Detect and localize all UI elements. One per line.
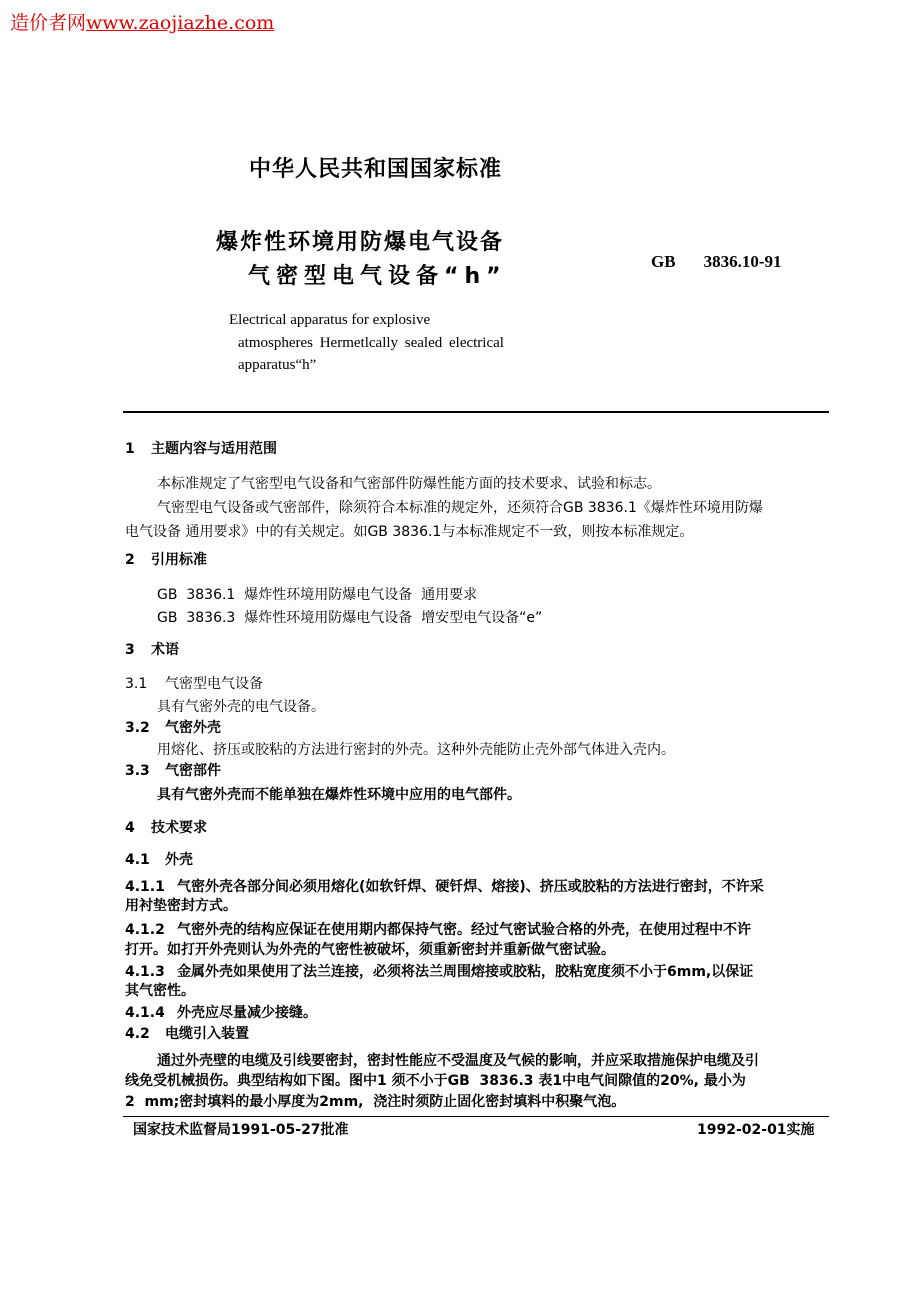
clause-text-continued: 其气密性。 <box>125 983 195 999</box>
clause-text: 气密外壳各部分间必须用熔化(如软钎焊、硬钎焊、熔接)、挤压或胶粘的方法进行密封，不许采 <box>177 879 764 895</box>
section-title: 术语 <box>151 642 179 658</box>
english-title-line-2: atmospheres Hermetlcally sealed electrical <box>238 335 504 351</box>
clause-number: 4.1.4 <box>125 1005 165 1021</box>
footer-divider <box>123 1116 829 1117</box>
title-line-1: 爆炸性环境用防爆电气设备 <box>216 230 505 255</box>
clause-number: 4.1.2 <box>125 922 165 938</box>
clause-4-1-2 <box>125 919 751 939</box>
term-heading <box>125 717 221 737</box>
subsection-number: 4.2 <box>125 1026 150 1042</box>
reference-item: GB 3836.1 爆炸性环境用防爆电气设备 通用要求 <box>157 587 478 603</box>
subsection-heading <box>125 849 193 869</box>
term-title: 气密型电气设备 <box>165 676 263 692</box>
subsection-title: 外壳 <box>165 852 193 868</box>
paragraph-continued: 线免受机械损伤。典型结构如下图。图中1 须不小于GB 3836.3 表1中电气间隙值的20%, 最小为 <box>125 1073 746 1089</box>
clause-text: 金属外壳如果使用了法兰连接，必须将法兰周围熔接或胶粘，胶粘宽度须不小于6mm,以保证 <box>177 964 754 980</box>
clause-4-1-4 <box>125 1002 317 1022</box>
paragraph-continued: 电气设备 通用要求》中的有关规定。如GB 3836.1与本标准规定不一致，则按本标准规定。 <box>125 524 694 540</box>
term-number: 3.2 <box>125 720 150 736</box>
term-definition: 具有气密外壳的电气设备。 <box>157 699 325 715</box>
english-title-line-3: apparatus“h” <box>238 357 317 373</box>
paragraph: 通过外壳壁的电缆及引线要密封，密封性能应不受温度及气候的影响，并应采取措施保护电缆及引 <box>157 1053 759 1069</box>
paragraph: 气密型电气设备或气密部件，除须符合本标准的规定外，还须符合GB 3836.1《爆炸性环境用防爆 <box>157 500 763 516</box>
section-title: 引用标准 <box>151 552 207 568</box>
term-number: 3.1 <box>125 676 148 692</box>
clause-text-continued: 打开。如打开外壳则认为外壳的气密性被破坏，须重新密封并重新做气密试验。 <box>125 942 615 958</box>
section-number: 4 <box>125 820 135 836</box>
paragraph: 本标准规定了气密型电气设备和气密部件防爆性能方面的技术要求、试验和标志。 <box>157 476 661 492</box>
watermark-site-name: 造价者网 <box>10 12 87 34</box>
section-1-heading <box>125 438 277 458</box>
subsection-number: 4.1 <box>125 852 150 868</box>
watermark-url-link[interactable]: www.zaojiazhe.com <box>86 12 275 34</box>
approval-date: 国家技术监督局1991-05-27批准 <box>133 1122 349 1138</box>
reference-item: GB 3836.3 爆炸性环境用防爆电气设备 增安型电气设备“e” <box>157 610 543 626</box>
standard-number <box>651 252 781 272</box>
title-line-2: 气密型电气设备“h” <box>248 264 507 289</box>
clause-4-1-1 <box>125 876 764 896</box>
term-heading <box>125 673 263 693</box>
term-number: 3.3 <box>125 763 150 779</box>
clause-text: 气密外壳的结构应保证在使用期内都保持气密。经过气密试验合格的外壳，在使用过程中不许 <box>177 922 751 938</box>
clause-text: 外壳应尽量减少接缝。 <box>177 1005 317 1021</box>
effective-date: 1992-02-01实施 <box>697 1122 815 1138</box>
term-title: 气密部件 <box>165 763 221 779</box>
section-number: 1 <box>125 441 135 457</box>
subsection-heading <box>125 1023 249 1043</box>
section-number: 2 <box>125 552 135 568</box>
standard-code: 3836.10-91 <box>703 252 782 271</box>
clause-4-1-3 <box>125 961 753 981</box>
term-definition: 具有气密外壳而不能单独在爆炸性环境中应用的电气部件。 <box>157 787 521 803</box>
section-3-heading <box>125 639 179 659</box>
standard-type-heading: 中华人民共和国国家标准 <box>249 157 503 182</box>
section-number: 3 <box>125 642 135 658</box>
term-definition: 用熔化、挤压或胶粘的方法进行密封的外壳。这种外壳能防止壳外部气体进入壳内。 <box>157 742 675 758</box>
clause-number: 4.1.3 <box>125 964 165 980</box>
term-title: 气密外壳 <box>165 720 221 736</box>
header-divider <box>123 411 829 413</box>
section-title: 主题内容与适用范围 <box>151 441 277 457</box>
clause-number: 4.1.1 <box>125 879 165 895</box>
standard-prefix: GB <box>651 252 676 271</box>
paragraph-continued: 2 mm;密封填料的最小厚度为2mm, 浇注时须防止固化密封填料中积聚气泡。 <box>125 1094 626 1110</box>
clause-text-continued: 用衬垫密封方式。 <box>125 898 237 914</box>
section-4-heading <box>125 817 207 837</box>
watermark <box>10 10 274 36</box>
section-title: 技术要求 <box>151 820 207 836</box>
term-heading <box>125 760 221 780</box>
section-2-heading <box>125 549 207 569</box>
english-title-line-1: Electrical apparatus for explosive <box>229 312 431 328</box>
subsection-title: 电缆引入装置 <box>165 1026 249 1042</box>
